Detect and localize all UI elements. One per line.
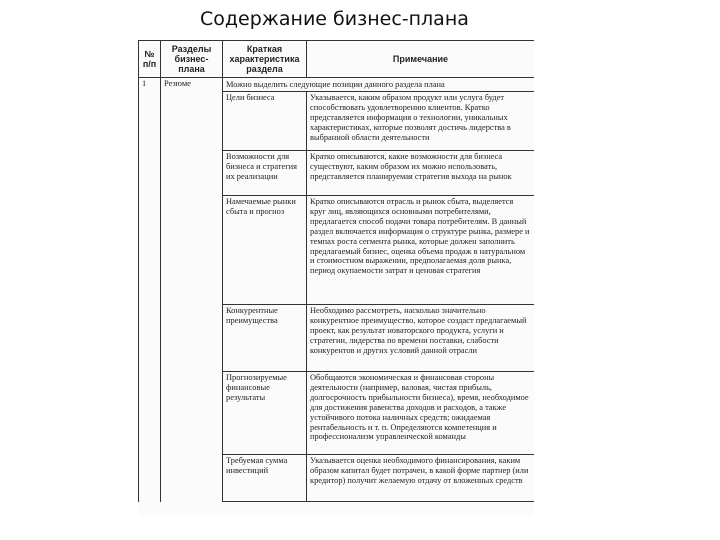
empty-cell (139, 455, 161, 502)
item-label: Прогнозируемые финансовые результаты (223, 372, 307, 455)
business-plan-document (138, 40, 534, 516)
empty-cell (161, 151, 223, 196)
item-note: Кратко описываются отрасль и рынок сбыта, выделяется круг лиц, являющихся основными потребителями, предлагается способ подачи товара потребителям. В данный раздел включается информация о структуре рынка, размере и темпах роста сегмента рынка, которые должен заполнить предлагаемый бизнес, оценка объема продаж в натуральном и стоимостном выражении, предполагаемая доля рынка, период окупаемости затрат и ценовая стратегия (307, 196, 535, 305)
header-note: Примечание (307, 41, 535, 78)
empty-cell (139, 151, 161, 196)
header-characteristic: Краткая характеристика раздела (223, 41, 307, 78)
item-note: Кратко описываются, какие возможности для бизнеса существуют, каким образом их можно использовать, представляется планируемая стратегия выхода на рынок (307, 151, 535, 196)
item-label: Возможности для бизнеса и стратегия их реализации (223, 151, 307, 196)
item-label: Намечаемые рынки сбыта и прогноз (223, 196, 307, 305)
empty-cell (139, 92, 161, 151)
item-label: Цели бизнеса (223, 92, 307, 151)
empty-cell (139, 305, 161, 372)
empty-cell (161, 372, 223, 455)
table-row (139, 455, 535, 502)
table-row (139, 92, 535, 151)
item-label: Конкурентные преимущества (223, 305, 307, 372)
item-label: Требуемая сумма инвестиций (223, 455, 307, 502)
empty-cell (139, 372, 161, 455)
business-plan-table (138, 40, 534, 502)
table-row (139, 196, 535, 305)
table-row (139, 372, 535, 455)
item-note: Обобщаются экономическая и финансовая стороны деятельности (например, валовая, чистая прибыль, долгосрочность прибыльности бизнеса), время, необходимое для достижения равенства доходов и расходов, а также устойчивого потока наличных средств; ожидаемая рентабельность и т. п. Определяются компетенция и профессионализм управленческой команды (307, 372, 535, 455)
item-note: Необходимо рассмотреть, насколько значительно конкурентное преимущество, которое создаст предлагаемый проект, как результат новаторского продукта, услуги и стратегии, лидерства по времени поставки, слабости конкурентов и других условий данной отрасли (307, 305, 535, 372)
empty-cell (161, 455, 223, 502)
header-num: № п/п (139, 41, 161, 78)
table-row (139, 78, 535, 92)
empty-cell (161, 305, 223, 372)
item-note: Указывается оценка необходимого финансирования, каким образом капитал будет потрачен, в какой форме партнер (или кредитор) получит желаемую отдачу от вложенных средств (307, 455, 535, 502)
empty-cell (139, 196, 161, 305)
intro-text: Можно выделить следующие позиции данного раздела плана (223, 78, 535, 92)
empty-cell (161, 196, 223, 305)
table-header-row (139, 41, 535, 78)
table-row (139, 151, 535, 196)
table-row (139, 305, 535, 372)
section-number: 1 (139, 78, 161, 92)
slide-title: Содержание бизнес-плана (200, 8, 469, 30)
header-section: Разделы бизнес-плана (161, 41, 223, 78)
empty-cell (161, 92, 223, 151)
item-note: Указывается, каким образом продукт или услуга будет способствовать удовлетворению клиентов. Кратко представляется информация о технологии, уникальных характеристиках, которые позволят достичь лидерства в выбранной области деятельности (307, 92, 535, 151)
section-name: Резюме (161, 78, 223, 92)
